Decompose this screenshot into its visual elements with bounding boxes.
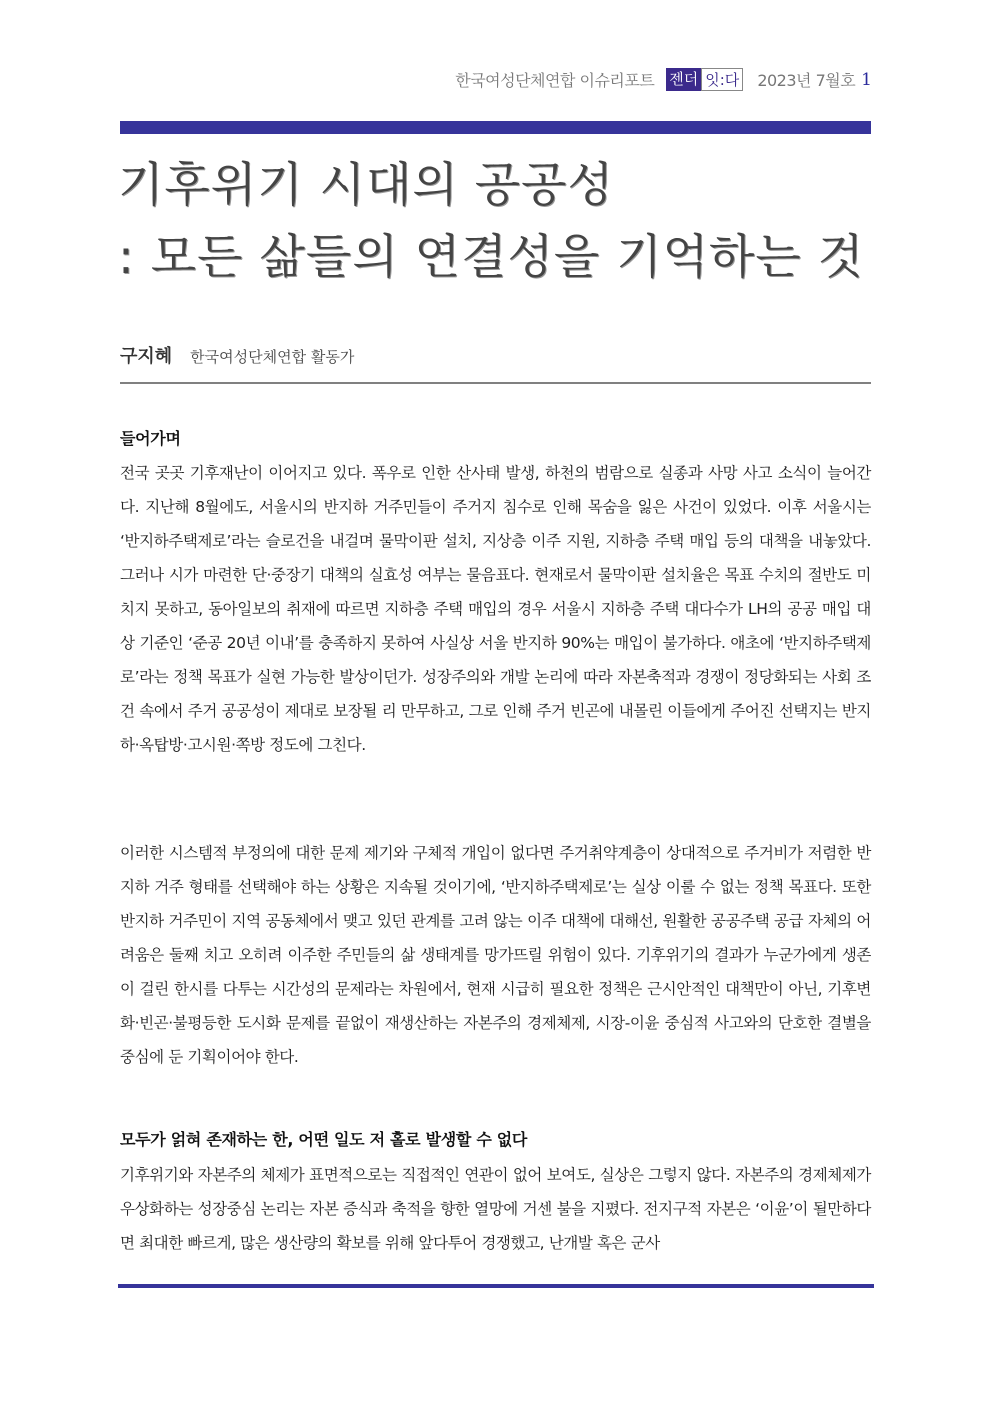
- document-title: [118, 150, 864, 294]
- body-paragraph: 이러한 시스템적 부정의에 대한 문제 제기와 구체적 개입이 없다면 주거취약계층이 상대적으로 주거비가 저렴한 반지하 거주 형태를 선택해야 하는 상황은 지속될 것이기에, ‘반지하주택제로’는 실상 이룰 수 없는 정책 목표다. 또한 반지하 거주민이 지역 공동체에서 맺고 있던 관계를 고려 않는 이주 대책에 대해선, 원활한 공공주택 공급 자체의 어려움은 둘째 치고 오히려 이주한 주민들의 삶 생태계를 망가뜨릴 위험이 있다. 기후위기의 결과가 누군가에게 생존이 걸린 한시를 다투는 시간성의 문제라는 차원에서, 현재 시급히 필요한 정책은 근시안적인 대책만이 아닌, 기후변화·빈곤·불평등한 도시화 문제를 끝없이 재생산하는 자본주의 경제체제, 시장-이윤 중심적 사고와의 단호한 결별을 중심에 둔 기획이어야 한다.: [120, 844, 871, 1066]
- issue-date: 2023년 7월호: [757, 71, 856, 90]
- section-heading-entanglement: 모두가 얽혀 존재하는 한, 어떤 일도 저 홀로 발생할 수 없다: [120, 1130, 528, 1149]
- section-heading-intro: 들어가며: [120, 429, 181, 448]
- page-number: 1: [861, 69, 872, 90]
- logo-part-1: 젠더: [666, 68, 701, 91]
- title-top-rule: [120, 121, 871, 134]
- page-header: [455, 68, 872, 91]
- body-paragraph: 기후위기와 자본주의 체제가 표면적으로는 직접적인 연관이 없어 보여도, 실상은 그렇지 않다. 자본주의 경제체제가 우상화하는 성장중심 논리는 자본 증식과 축적을 향한 열망에 거센 불을 지폈다. 전지구적 자본은 ‘이윤’이 될만하다면 최대한 빠르게, 많은 생산량의 확보를 위해 앞다투어 경쟁했고, 난개발 혹은 군사: [120, 1166, 872, 1252]
- logo-part-2: 잇:다: [701, 68, 743, 91]
- gender-itda-logo: [666, 68, 743, 91]
- title-line-1: 기후위기 시대의 공공성: [118, 158, 614, 213]
- author-divider: [120, 382, 871, 384]
- author-affiliation: 한국여성단체연합 활동가: [190, 348, 355, 366]
- author-name: 구지혜: [120, 346, 173, 367]
- page-bottom-rule: [118, 1284, 874, 1288]
- title-line-2: : 모든 삶들의 연결성을 기억하는 것: [118, 230, 865, 285]
- report-series-label: 한국여성단체연합 이슈리포트: [455, 71, 655, 90]
- body-paragraph: 전국 곳곳 기후재난이 이어지고 있다. 폭우로 인한 산사태 발생, 하천의 범람으로 실종과 사망 사고 소식이 늘어간다. 지난해 8월에도, 서울시의 반지하 거주민들이 주거지 침수로 인해 목숨을 잃은 사건이 있었다. 이후 서울시는 ‘반지하주택제로’라는 슬로건을 내걸며 물막이판 설치, 지상층 이주 지원, 지하층 주택 매입 등의 대책을 내놓았다. 그러나 시가 마련한 단·중장기 대책의 실효성 여부는 물음표다. 현재로서 물막이판 설치율은 목표 수치의 절반도 미치지 못하고, 동아일보의 취재에 따르면 지하층 주택 매입의 경우 서울시 지하층 주택 대다수가 LH의 공공 매입 대상 기준인 ‘준공 20년 이내’를 충족하지 못하여 사실상 서울 반지하 90%는 매입이 불가하다. 애초에 ‘반지하주택제로’라는 정책 목표가 실현 가능한 발상이던가. 성장주의와 개발 논리에 따라 자본축적과 경쟁이 정당화되는 사회 조건 속에서 주거 공공성이 제대로 보장될 리 만무하고, 그로 인해 주거 빈곤에 내몰린 이들에게 주어진 선택지는 반지하·옥탑방·고시원·쪽방 정도에 그친다.: [120, 464, 871, 754]
- author-byline: [120, 342, 354, 368]
